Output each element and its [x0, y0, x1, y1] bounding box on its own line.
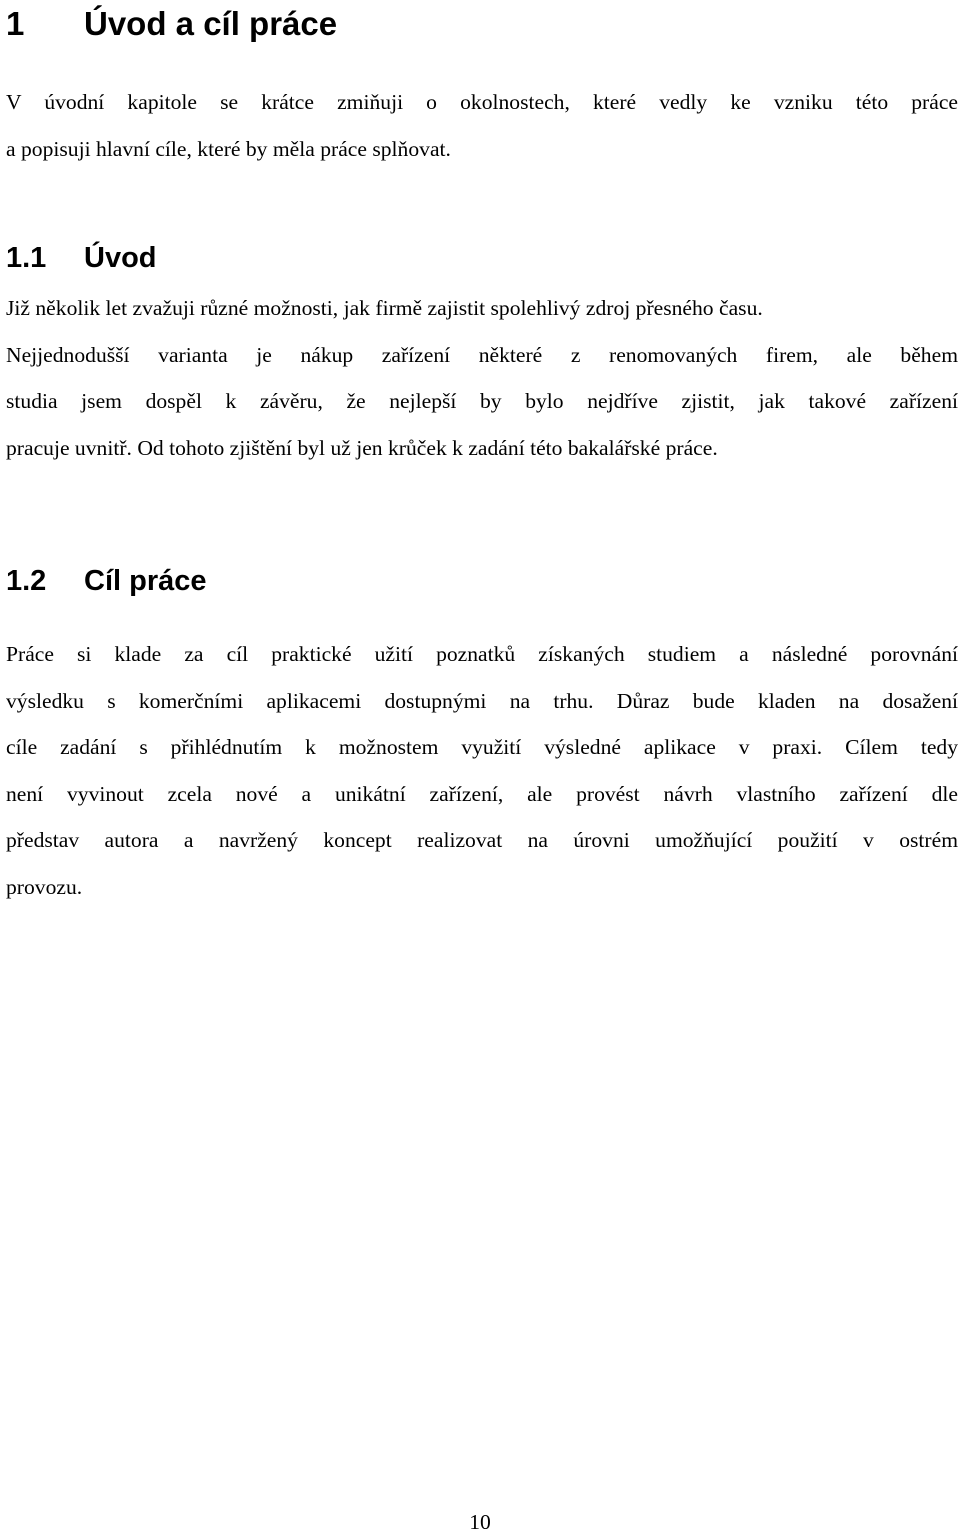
section-heading-cil-prace — [6, 563, 207, 599]
section-number: 1.1 — [6, 242, 47, 274]
chapter-heading — [6, 4, 337, 44]
paragraph-line: Práce si klade za cíl praktické užití poznatků získaných studiem a následné porovnání — [6, 642, 958, 666]
paragraph-line: představ autora a navržený koncept realizovat na úrovni umožňující použití v ostrém — [6, 828, 958, 852]
paragraph-line: pracuje uvnitř. Od tohoto zjištění byl už jen krůček k zadání této bakalářské práce. — [6, 435, 718, 460]
section-paragraph-cil-prace — [6, 631, 958, 910]
chapter-title: Úvod a cíl práce — [84, 5, 338, 42]
section-title: Úvod — [84, 242, 157, 274]
paragraph-line: není vyvinout zcela nové a unikátní zařízení, ale provést návrh vlastního zařízení dle — [6, 781, 958, 806]
section-heading-uvod — [6, 240, 157, 276]
page-number: 10 — [469, 1510, 491, 1534]
section-number: 1.2 — [6, 565, 47, 597]
paragraph-line: cíle zadání s přihlédnutím k možnostem využití výsledné aplikace v praxi. Cílem tedy — [6, 735, 958, 759]
paragraph-line: V úvodní kapitole se krátce zmiňuji o okolnostech, které vedly ke vzniku této práce — [6, 90, 958, 114]
paragraph-line: Nejjednodušší varianta je nákup zařízení některé z renomovaných firem, ale během — [6, 342, 958, 367]
section-paragraph-uvod — [6, 285, 958, 471]
paragraph-line: studia jsem dospěl k závěru, že nejlepší by bylo nejdříve zjistit, jak takové zařízení — [6, 389, 958, 413]
chapter-number: 1 — [6, 5, 25, 42]
paragraph-line: a popisuji hlavní cíle, které by měla práce splňovat. — [6, 136, 451, 161]
paragraph-line: výsledku s komerčními aplikacemi dostupnými na trhu. Důraz bude kladen na dosažení — [6, 688, 958, 713]
section-title: Cíl práce — [84, 565, 207, 597]
intro-paragraph — [6, 79, 958, 172]
paragraph-line: provozu. — [6, 874, 83, 899]
paragraph-line: Již několik let zvažuji různé možnosti, jak firmě zajistit spolehlivý zdroj přesného času. — [6, 296, 763, 320]
